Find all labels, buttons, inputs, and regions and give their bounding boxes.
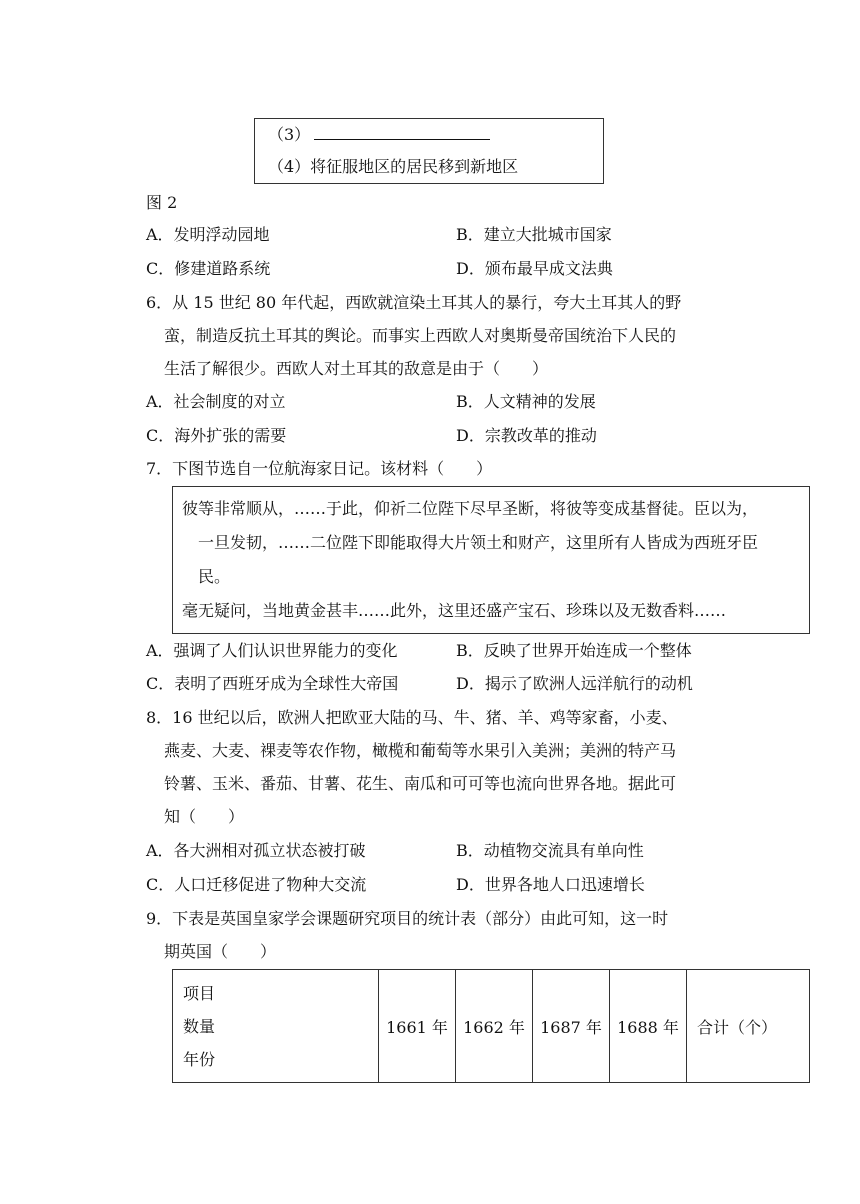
q8-stem-line4: 知（ ）: [164, 807, 245, 826]
q5-option-d: D．颁布最早成文法典: [456, 259, 613, 278]
q8-option-d: D．世界各地人口迅速增长: [456, 875, 645, 894]
q5-option-b: B．建立大批城市国家: [456, 225, 612, 244]
quote-line-1: 彼等非常顺从，……于此，仰祈二位陛下尽早圣断，将彼等变成基督徒。臣以为，: [182, 499, 759, 518]
q7-option-a: A．强调了人们认识世界能力的变化: [146, 641, 398, 660]
q7-stem: 7．下图节选自一位航海家日记。该材料（ ）: [146, 459, 493, 478]
q8-stem-line2: 燕麦、大麦、裸麦等农作物，橄榄和葡萄等水果引入美洲；美洲的特产马: [164, 741, 677, 760]
table-header-1661: 1661 年: [379, 970, 456, 1083]
q6-stem-line3: 生活了解很少。西欧人对土耳其的敌意是由于（ ）: [164, 359, 549, 378]
q7-option-d: D．揭示了欧洲人远洋航行的动机: [456, 674, 693, 693]
quote-line-2: 一旦发韧，……二位陛下即能取得大片领土和财产，这里所有人皆成为西班牙臣: [198, 533, 759, 552]
q7-option-b: B．反映了世界开始连成一个整体: [456, 641, 692, 660]
corner-label-year: 年份: [183, 1049, 216, 1069]
figure-label: 图 2: [146, 193, 178, 212]
corner-label-quantity: 数量: [183, 1016, 216, 1036]
q9-stem-line1: 9．下表是英国皇家学会课题研究项目的统计表（部分）由此可知，这一时: [146, 909, 669, 928]
table-row: [173, 970, 810, 1083]
table-header-1662: 1662 年: [456, 970, 533, 1083]
quote-line-3: 民。: [198, 567, 231, 586]
q6-option-d: D．宗教改革的推动: [456, 426, 597, 445]
answer-blank: [314, 125, 490, 140]
q6-option-b: B．人文精神的发展: [456, 392, 596, 411]
table-header-1687: 1687 年: [533, 970, 610, 1083]
q8-option-a: A．各大洲相对孤立状态被打破: [146, 841, 366, 860]
table-header-1688: 1688 年: [610, 970, 687, 1083]
table-header-total: 合计（个）: [687, 970, 810, 1083]
q8-stem-line3: 铃薯、玉米、番茄、甘薯、花生、南瓜和可可等也流向世界各地。据此可: [164, 774, 677, 793]
q9-stem-line2: 期英国（ ）: [164, 942, 277, 961]
corner-label-project: 项目: [183, 983, 216, 1003]
box-item-3: （3）: [268, 122, 490, 145]
q5-option-c: C．修建道路系统: [146, 259, 271, 278]
quote-line-4: 毫无疑问，当地黄金甚丰……此外，这里还盛产宝石、珍珠以及无数香料……: [182, 601, 727, 620]
q6-stem-line2: 蛮，制造反抗土耳其的舆论。而事实上西欧人对奥斯曼帝国统治下人民的: [164, 326, 677, 345]
q7-option-c: C．表明了西班牙成为全球性大帝国: [146, 674, 399, 693]
q6-option-a: A．社会制度的对立: [146, 392, 286, 411]
box-item-4: （4）将征服地区的居民移到新地区: [268, 157, 519, 176]
statistics-table: [172, 969, 810, 1083]
q8-stem-line1: 8．16 世纪以后，欧洲人把欧亚大陆的马、牛、猪、羊、鸡等家畜，小麦、: [146, 708, 678, 727]
table-corner-header: [173, 970, 379, 1083]
q8-option-c: C．人口迁移促进了物种大交流: [146, 875, 367, 894]
q8-option-b: B．动植物交流具有单向性: [456, 841, 644, 860]
q5-option-a: A．发明浮动园地: [146, 225, 270, 244]
q6-stem-line1: 6．从 15 世纪 80 年代起，西欧就渲染土耳其人的暴行，夸大土耳其人的野: [146, 293, 682, 312]
q6-option-c: C．海外扩张的需要: [146, 426, 287, 445]
